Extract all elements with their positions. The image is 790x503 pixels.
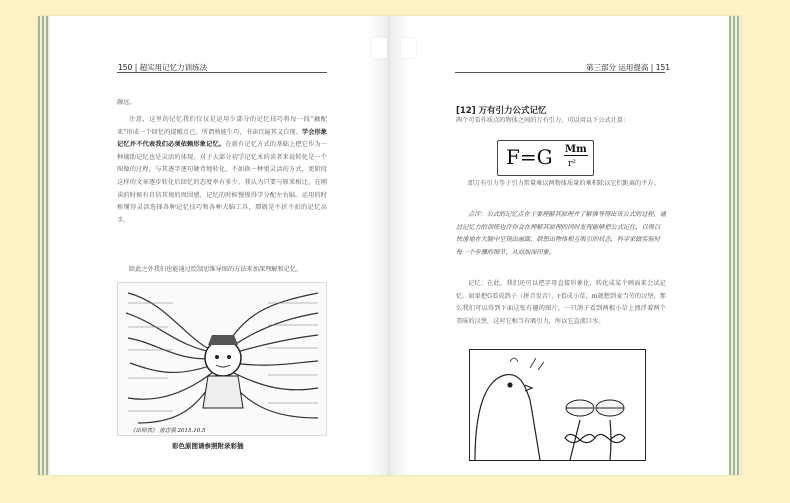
mind-map-signature: 《出师表》 唐志强 2015.10.5: [130, 428, 206, 434]
mind-map-drawing: [118, 283, 326, 435]
explain-text: 即万有引力等于引力常量乘以两物体质量的乘积除以它们距离的平方。: [468, 180, 660, 187]
figure-caption: 彩色原图请参照附录彩插: [172, 442, 244, 450]
bold-key-point: 学会形象记忆并不代表我们必须依赖形象记忆。: [117, 128, 327, 149]
left-header-rule: [117, 72, 327, 73]
formula-denominator: r²: [568, 159, 576, 169]
left-para-2: 注意，这里的记忆我们仅仅是运用少部分的记忆技巧将每一段“触配来”形成一个回忆的提醒点已。所谓熟能生巧，书读百遍其义自现。学会形象记忆并不代表我们必须依赖形象记忆。在新有记忆方式的基础上把它作为一种辅助记忆也是灵活的体现。对于大部分初学记忆术的读者来说转化是一个图像的过程，与其逐字逐句硬背地转化，不如换一种更灵活的方式，更阶段这样的文章逐步转化后回忆的态度率有多少。我认为只要与原来相比，在刚读的时候有自信其规的周围感，记忆的时候慢慢得学分配左右脑。运用的时候懂得灵活选择各种记忆技巧和各种大脑工具，那就是不折不扣的记忆高手。: [117, 116, 328, 224]
formula-lhs: F=G: [506, 145, 553, 169]
left-page-header: 150 | 超实用记忆力训练法: [118, 63, 208, 72]
left-para-1: 融远。: [117, 99, 136, 106]
tip-text: 点评：公式的记忆点在于要理解其原理并了解推导得出该公式的过程，通过记忆力的训练也许你会在理解其原理的同时发现能够把公式记住，以得以快速地在大脑中呈现出画面，联想出物体相互吸引的状态，科学家做实验时每一个步骤的细节，从而加深印象。: [456, 211, 666, 256]
mind-map-image: [117, 282, 327, 436]
pigeon-burger-cartoon: [469, 349, 646, 461]
left-para-3: 除此之外我们也能通过绘制思维导图的方法来加深理解和记忆。: [129, 266, 303, 273]
left-page-edge: [38, 16, 50, 475]
formula-numerator: Mm: [565, 144, 587, 155]
intro-text: 两个可看作质点的物体之间的万有引力，可以用以下公式计算：: [456, 117, 630, 124]
right-page-edge: [729, 16, 741, 475]
section-title: [12] 万有引力公式记忆: [456, 106, 547, 116]
book-gutter: [368, 16, 410, 475]
page-tab-left: [372, 38, 387, 58]
right-header-rule: [455, 72, 665, 73]
memory-text: 记忆：在此，我们还可以把字母直接形象化，转化成某个画面来会试记忆。如果把G看成鸽子（拼音发音），r看成小草，m就想到麦当劳的汉堡，那么我们可以得到下面这张有趣的图片，一只鸽子看到两根小草上漂浮着两个美味的汉堡，这对它相当有吸引力，所以它直流口水。: [456, 280, 666, 325]
gravity-formula: [497, 140, 594, 176]
cartoon-drawing: [470, 350, 645, 460]
right-page-header: 第三部分 运用提高 | 151: [586, 63, 671, 72]
page-tab-right: [401, 38, 416, 58]
